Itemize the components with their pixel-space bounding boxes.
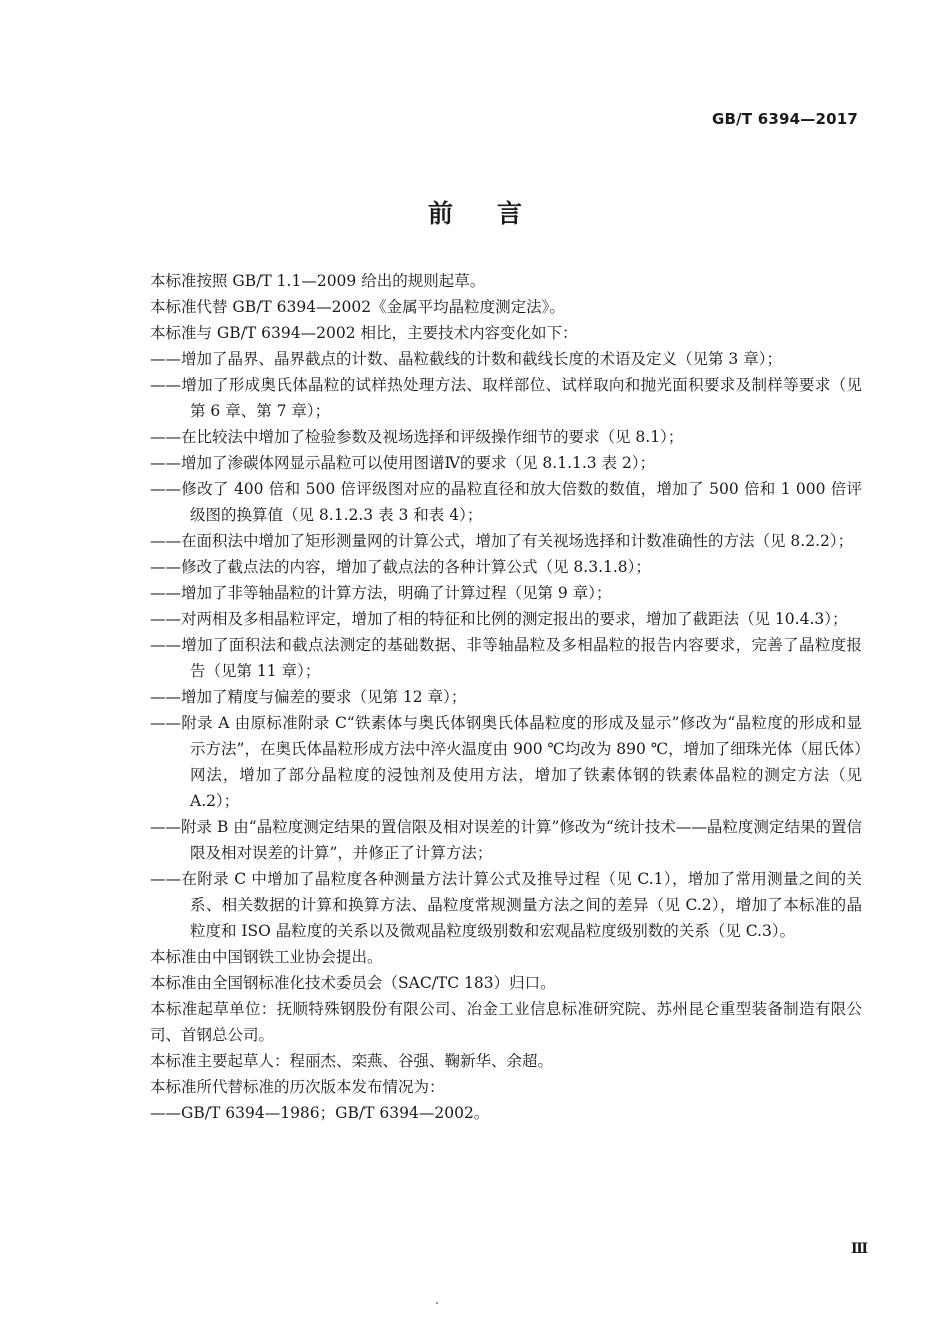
change-item: ——增加了非等轴晶粒的计算方法，明确了计算过程（见第 9 章）； — [150, 584, 612, 602]
change-item: ——增加了精度与偏差的要求（见第 12 章）； — [150, 688, 467, 706]
change-item: ——附录 B 由“晶粒度测定结果的置信限及相对误差的计算”修改为“统计技术——晶粒度测定结果的置信限及相对误差的计算”，并修正了计算方法； — [150, 818, 862, 862]
standard-code: GB/T 6394—2017 — [712, 110, 858, 128]
change-item: ——增加了渗碳体网显示晶粒可以使用图谱Ⅳ的要求（见 8.1.1.3 表 2）； — [150, 454, 656, 472]
change-item: ——对两相及多相晶粒评定，增加了相的特征和比例的测定报出的要求，增加了截距法（见 10.4.3）； — [150, 610, 848, 628]
closing-paragraph: 本标准由中国钢铁工业协会提出。 — [150, 948, 383, 966]
change-item: ——修改了截点法的内容，增加了截点法的各种计算公式（见 8.3.1.8）； — [150, 558, 651, 576]
page-title: 前言 — [427, 199, 566, 228]
change-item: ——附录 A 由原标准附录 C“铁素体与奥氏体钢奥氏体晶粒度的形成及显示”修改为“晶粒度的形成和显示方法”，在奥氏体晶粒形成方法中淬火温度由 900 ℃均改为 890 ℃，增加了细珠光体（屈氏体）网法，增加了部分晶粒度的浸蚀剂及使用方法，增加了铁素体钢的铁素体晶粒的测定方法（见 A.2）； — [150, 714, 862, 810]
intro-paragraph: 本标准按照 GB/T 1.1—2009 给出的规则起草。 — [150, 272, 486, 290]
intro-paragraph: 本标准与 GB/T 6394—2002 相比，主要技术内容变化如下： — [150, 324, 578, 342]
history-item: ——GB/T 6394—1986；GB/T 6394—2002。 — [150, 1104, 490, 1122]
change-item: ——增加了晶界、晶界截点的计数、晶粒截线的计数和截线长度的术语及定义（见第 3 章）； — [150, 350, 782, 368]
closing-paragraph: 本标准起草单位：抚顺特殊钢股份有限公司、冶金工业信息标准研究院、苏州昆仑重型装备制造有限公司、首钢总公司。 — [150, 1000, 862, 1044]
closing-paragraph: 本标准主要起草人：程丽杰、栾燕、谷强、鞠新华、余超。 — [150, 1052, 554, 1070]
change-item: ——增加了形成奥氏体晶粒的试样热处理方法、取样部位、试样取向和抛光面积要求及制样等要求（见第 6 章、第 7 章）； — [150, 376, 862, 420]
change-item: ——增加了面积法和截点法测定的基础数据、非等轴晶粒及多相晶粒的报告内容要求，完善了晶粒度报告（见第 11 章）； — [150, 636, 862, 680]
change-item: ——修改了 400 倍和 500 倍评级图对应的晶粒直径和放大倍数的数值，增加了 500 倍和 1 000 倍评级图的换算值（见 8.1.2.3 表 3 和表 4）； — [150, 480, 862, 524]
scan-speck — [436, 1302, 438, 1304]
change-item: ——在比较法中增加了检验参数及视场选择和评级操作细节的要求（见 8.1）； — [150, 428, 684, 446]
closing-paragraph: 本标准所代替标准的历次版本发布情况为： — [150, 1078, 445, 1096]
change-item: ——在面积法中增加了矩形测量网的计算公式，增加了有关视场选择和计数准确性的方法（见 8.2.2）； — [150, 532, 854, 550]
intro-paragraph: 本标准代替 GB/T 6394—2002《金属平均晶粒度测定法》。 — [150, 298, 565, 316]
change-item: ——在附录 C 中增加了晶粒度各种测量方法计算公式及推导过程（见 C.1），增加了常用测量之间的关系、相关数据的计算和换算方法、晶粒度常规测量方法之间的差异（见 C.2），增加了本标准的晶粒度和 ISO 晶粒度的关系以及微观晶粒度级别数和宏观晶粒度级别数的关系（见 C.3）。 — [150, 870, 862, 940]
closing-paragraph: 本标准由全国钢标准化技术委员会（SAC/TC 183）归口。 — [150, 974, 556, 992]
document-body — [150, 268, 862, 1126]
page-number: Ⅲ — [850, 1241, 868, 1257]
